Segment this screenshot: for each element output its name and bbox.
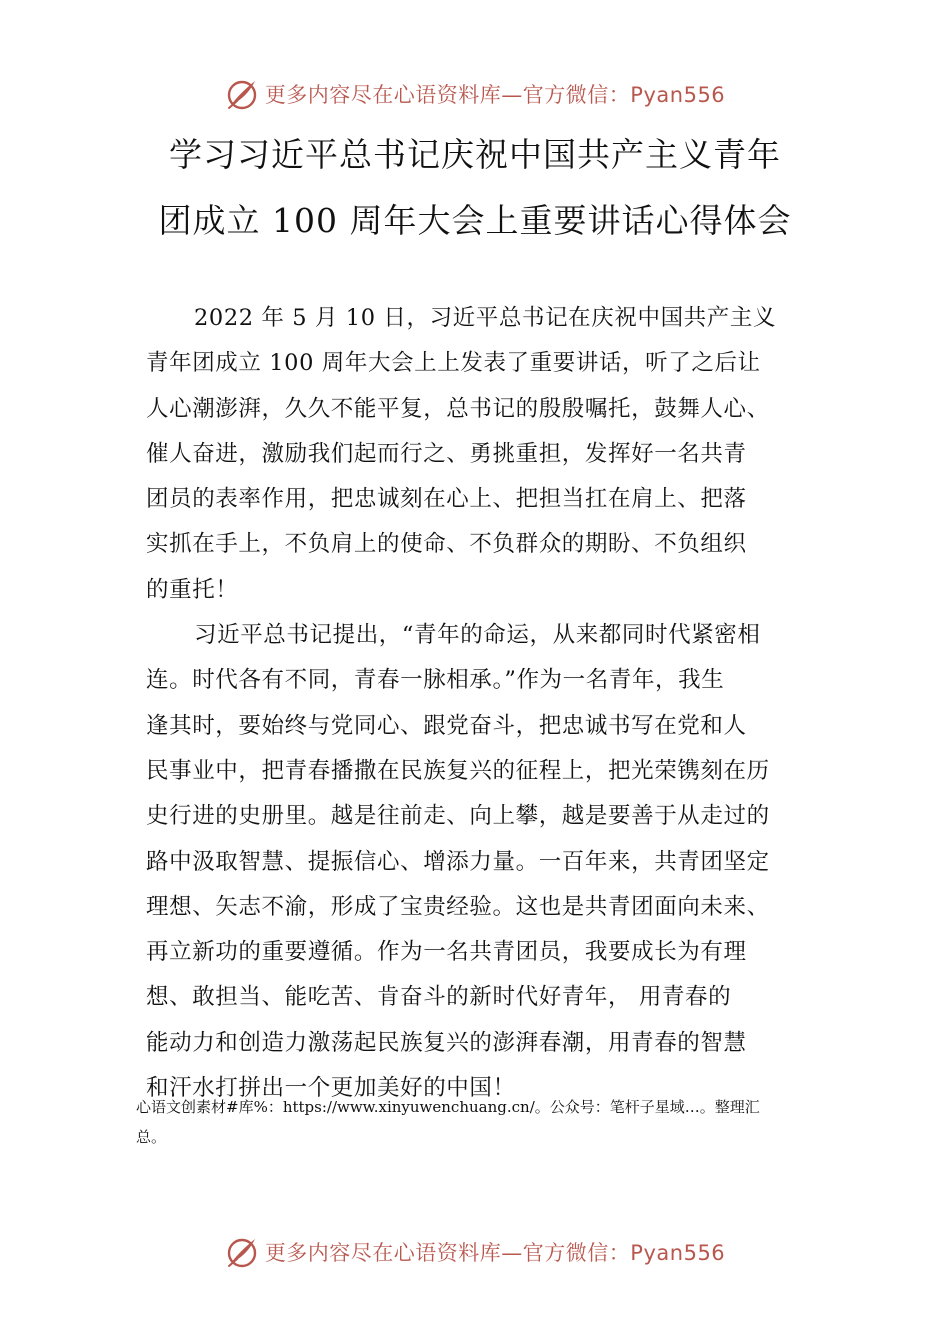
text-line: 想、敢担当、能吃苦、肯奋斗的新时代好青年， 用青春的 <box>146 984 732 1011</box>
text-line: 青年团成立 100 周年大会上上发表了重要讲话，听了之后让 <box>146 350 761 377</box>
paragraph-1 <box>146 296 822 613</box>
document-title <box>100 122 850 254</box>
source-note-line-1: 心语文创素材#库%：https://www.xinyuwenchuang.cn/。公众号：笔杆子星域…。整理汇 <box>136 1098 760 1116</box>
header-banner <box>0 74 950 114</box>
title-line-2: 团成立 100 周年大会上重要讲话心得体会 <box>158 201 792 240</box>
source-note-line-2: 总。 <box>136 1128 167 1146</box>
document-body <box>146 296 822 1111</box>
text-line: 史行进的史册里。越是往前走、向上攀，越是要善于从走过的 <box>146 803 770 830</box>
writing-quill-logo-icon <box>225 77 259 111</box>
text-line: 民事业中，把青春播撒在民族复兴的征程上，把光荣镌刻在历 <box>146 757 770 784</box>
text-line: 逢其时，要始终与党同心、跟党奋斗，把忠诚书写在党和人 <box>146 712 747 739</box>
text-line: 连。时代各有不同，青春一脉相承。”作为一名青年，我生 <box>146 667 725 694</box>
banner-text: 更多内容尽在心语资料库—官方微信：Pyan556 <box>264 83 726 107</box>
text-line: 催人奋进，激励我们起而行之、勇挑重担，发挥好一名共青 <box>146 440 747 467</box>
text-line: 的重托！ <box>146 576 239 603</box>
source-note <box>136 1092 826 1152</box>
writing-quill-logo-icon <box>225 1235 259 1269</box>
text-line: 团员的表率作用，把忠诚刻在心上、把担当扛在肩上、把落 <box>146 486 747 513</box>
text-line: 人心潮澎湃，久久不能平复，总书记的殷殷嘱托，鼓舞人心、 <box>146 395 770 422</box>
text-line: 2022 年 5 月 10 日，习近平总书记在庆祝中国共产主义 <box>194 305 777 331</box>
paragraph-2 <box>146 613 822 1111</box>
title-line-1: 学习习近平总书记庆祝中国共产主义青年 <box>169 135 781 174</box>
banner-text: 更多内容尽在心语资料库—官方微信：Pyan556 <box>264 1241 726 1265</box>
text-line: 路中汲取智慧、提振信心、增添力量。一百年来，共青团坚定 <box>146 848 770 875</box>
text-line: 再立新功的重要遵循。作为一名共青团员，我要成长为有理 <box>146 939 747 966</box>
footer-banner <box>0 1232 950 1272</box>
text-line: 习近平总书记提出，“青年的命运，从来都同时代紧密相 <box>194 622 761 649</box>
text-line: 理想、矢志不渝，形成了宝贵经验。这也是共青团面向未来、 <box>146 893 770 920</box>
text-line: 和汗水打拼出一个更加美好的中国！ <box>146 1075 516 1102</box>
text-line: 能动力和创造力激荡起民族复兴的澎湃春潮，用青春的智慧 <box>146 1029 747 1056</box>
text-line: 实抓在手上，不负肩上的使命、不负群众的期盼、不负组织 <box>146 531 747 558</box>
